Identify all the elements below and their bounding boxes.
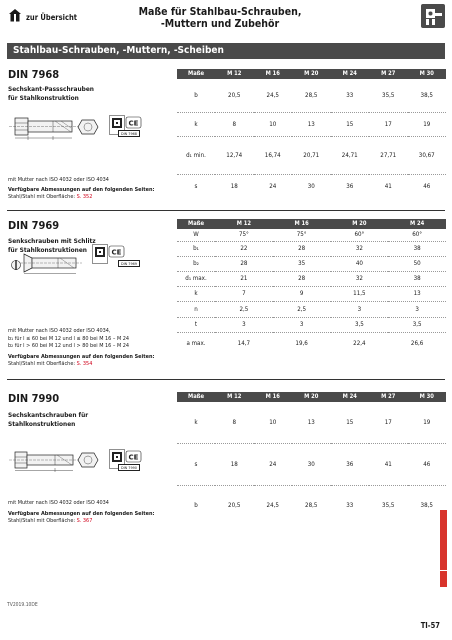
- row-label: d₁ max.: [177, 271, 215, 286]
- chapter-index-tab[interactable]: [440, 571, 447, 587]
- table-row: [177, 271, 446, 286]
- table-cell: 75°: [296, 231, 307, 239]
- table-cell: 14,7: [215, 332, 273, 355]
- din-7968-title: DIN 7968: [8, 68, 60, 81]
- table-cell: 30: [292, 443, 331, 485]
- table-cell: 2,5: [273, 301, 331, 317]
- table-cell: 35,5: [382, 91, 395, 99]
- table-cell: 33: [346, 91, 354, 99]
- table-row: [177, 301, 446, 317]
- table-cell: 30: [292, 174, 331, 198]
- column-header-size: M 30: [408, 69, 447, 79]
- table-cell: 9: [273, 286, 331, 301]
- table-cell: 28: [215, 256, 273, 271]
- table-cell: 35,5: [369, 485, 408, 526]
- column-header-dimension: Maße: [177, 392, 215, 402]
- column-header-size: M 24: [388, 219, 446, 229]
- table-cell: 3: [273, 317, 331, 332]
- ce-mark-icon: CE: [128, 453, 139, 462]
- table-cell: 35: [273, 256, 331, 271]
- table-cell: 19: [423, 418, 431, 426]
- table-cell: 36: [331, 174, 370, 198]
- divider: [7, 210, 445, 211]
- table-cell: 3,5: [388, 317, 446, 332]
- din-7990-note: mit Mutter nach ISO 4032 oder ISO 4034: [8, 500, 109, 506]
- row-label: b₁: [177, 241, 215, 256]
- row-label: k: [194, 418, 198, 426]
- din-7969-availability: Verfügbare Abmessungen auf den folgenden Seiten: Stahl/Stahl mit Oberfläche: S. 354: [8, 354, 155, 367]
- table-cell: 32: [331, 271, 389, 286]
- ce-mark-icon: CE: [128, 119, 139, 128]
- din-7990-page-link[interactable]: S. 367: [76, 518, 93, 524]
- table-cell: 50: [388, 256, 446, 271]
- table-cell: 20,5: [215, 485, 254, 526]
- row-label: k: [177, 112, 215, 136]
- column-header-size: M 16: [254, 69, 293, 79]
- column-header-size: M 12: [215, 219, 273, 229]
- table-row: [177, 317, 446, 332]
- table-cell: 10: [254, 112, 293, 136]
- table-cell: 22,4: [331, 332, 389, 355]
- row-label: t: [177, 317, 215, 332]
- table-cell: 38,5: [408, 485, 447, 526]
- table-cell: 15: [346, 418, 354, 426]
- table-cell: 28: [273, 241, 331, 256]
- table-cell: 24,5: [254, 485, 293, 526]
- din-7969-title: DIN 7969: [8, 219, 60, 232]
- din-7969-table: [177, 219, 446, 355]
- table-cell: 60°: [354, 231, 365, 239]
- table-cell: 38: [388, 271, 446, 286]
- column-header-size: M 24: [331, 392, 370, 402]
- table-cell: 3: [215, 317, 273, 332]
- table-row: [177, 485, 446, 526]
- section-title: Stahlbau-Schrauben, -Muttern, -Scheiben: [7, 43, 445, 59]
- table-cell: 2,5: [215, 301, 273, 317]
- table-cell: 24: [254, 174, 293, 198]
- din-7969-note: mit Mutter nach ISO 4032 oder ISO 4034, b₁ für l ≤ 60 bei M 12 und l ≤ 80 bei M 16 – M 24 b₂ für l > 60 bei M 12 und l > 80 bei M 16 – M 24: [8, 328, 130, 349]
- table-cell: 22: [215, 241, 273, 256]
- table-cell: 28,5: [292, 485, 331, 526]
- ce-mark-icon: CE: [111, 248, 122, 257]
- table-row: [177, 174, 446, 198]
- din-7990-description: Sechskantschrauben für Stahlkonstruktionen: [8, 411, 89, 428]
- din-7968-hex-end-view: [77, 119, 99, 135]
- table-cell: 17: [384, 418, 392, 426]
- row-label: n: [177, 301, 215, 317]
- page-title: Maße für Stahlbau-Schrauben, -Muttern und Zubehör: [138, 6, 302, 30]
- column-header-size: M 24: [331, 69, 370, 79]
- row-label: b: [177, 485, 215, 526]
- table-row: [177, 332, 446, 355]
- table-cell: 15: [331, 112, 370, 136]
- table-row: [177, 256, 446, 271]
- column-header-size: M 27: [369, 69, 408, 79]
- table-cell: 17: [369, 112, 408, 136]
- table-row: [177, 79, 446, 112]
- table-cell: 24,71: [331, 136, 370, 174]
- row-label: s: [177, 174, 215, 198]
- table-cell: 24: [254, 443, 293, 485]
- column-header-size: M 20: [331, 219, 389, 229]
- table-cell: 12,74: [215, 136, 254, 174]
- table-cell: 27,71: [369, 136, 408, 174]
- table-row: [177, 443, 446, 485]
- din-7968-table: [177, 69, 446, 198]
- row-label: b₂: [177, 256, 215, 271]
- table-row: [177, 112, 446, 136]
- table-cell: 36: [331, 443, 370, 485]
- table-cell: 46: [408, 174, 447, 198]
- table-cell: 16,74: [254, 136, 293, 174]
- din-7990-table: [177, 392, 446, 526]
- table-cell: 40: [331, 256, 389, 271]
- column-header-size: M 27: [369, 392, 408, 402]
- table-cell: 13: [307, 418, 315, 426]
- column-header-dimension: Maße: [177, 219, 215, 229]
- table-cell: 60°: [412, 231, 423, 239]
- table-cell: 33: [331, 485, 370, 526]
- row-label: W: [193, 231, 199, 239]
- din-7968-description: Sechskant-Passschrauben für Stahlkonstruktion: [8, 85, 94, 102]
- brand-logo-icon: [421, 4, 445, 28]
- din-7969-countersunk-bolt-diagram: [20, 253, 86, 275]
- din-7968-page-link[interactable]: S. 352: [76, 194, 93, 200]
- column-header-size: M 16: [254, 392, 293, 402]
- table-row: [177, 136, 446, 174]
- table-cell: 32: [331, 241, 389, 256]
- din-7968-stamp: DIN 7968: [118, 130, 140, 137]
- table-cell: 19,6: [273, 332, 331, 355]
- divider: [7, 379, 445, 380]
- back-label: zur Übersicht: [26, 13, 77, 22]
- table-cell: 75°: [238, 231, 249, 239]
- table-cell: 20,71: [292, 136, 331, 174]
- row-label: b: [194, 91, 198, 99]
- table-cell: 13: [388, 286, 446, 301]
- din-7990-title: DIN 7990: [8, 392, 60, 405]
- table-cell: 8: [215, 112, 254, 136]
- table-cell: 7: [215, 286, 273, 301]
- table-cell: 41: [369, 174, 408, 198]
- table-cell: 8: [232, 418, 237, 426]
- column-header-size: M 12: [215, 392, 254, 402]
- table-cell: 3: [331, 301, 389, 317]
- table-cell: 19: [408, 112, 447, 136]
- chapter-index-tab[interactable]: [440, 510, 447, 570]
- column-header-size: M 30: [408, 392, 447, 402]
- table-cell: 21: [215, 271, 273, 286]
- column-header-size: M 12: [215, 69, 254, 79]
- table-row: [177, 241, 446, 256]
- din-7968-availability: Verfügbare Abmessungen auf den folgenden Seiten: Stahl/Stahl mit Oberfläche: S. 352: [8, 187, 155, 200]
- column-header-dimension: Maße: [177, 69, 215, 79]
- back-to-overview-link[interactable]: [7, 8, 77, 22]
- table-cell: 18: [215, 443, 254, 485]
- table-cell: 24,5: [266, 91, 279, 99]
- table-cell: 11,5: [331, 286, 389, 301]
- table-cell: 28: [273, 271, 331, 286]
- table-row: [177, 402, 446, 443]
- column-header-size: M 20: [292, 69, 331, 79]
- din-7990-stamp: DIN 7990: [118, 464, 140, 471]
- table-cell: 13: [292, 112, 331, 136]
- column-header-size: M 16: [273, 219, 331, 229]
- table-cell: 3: [388, 301, 446, 317]
- table-cell: 20,5: [228, 91, 241, 99]
- table-cell: 41: [369, 443, 408, 485]
- table-cell: 10: [269, 418, 277, 426]
- table-cell: 3,5: [331, 317, 389, 332]
- home-icon: [7, 8, 23, 22]
- table-cell: 46: [408, 443, 447, 485]
- page-number: TI-57: [420, 621, 440, 630]
- table-cell: 28,5: [305, 91, 318, 99]
- table-row: [177, 229, 446, 241]
- row-label: a max.: [177, 332, 215, 355]
- table-cell: 30,67: [408, 136, 447, 174]
- table-cell: 18: [215, 174, 254, 198]
- row-label: k: [177, 286, 215, 301]
- din-7969-description: Senkschrauben mit Schlitz für Stahlkonstruktionen: [8, 237, 96, 254]
- din-7990-hex-end-view: [77, 452, 99, 468]
- din-7990-availability: Verfügbare Abmessungen auf den folgenden Seiten: Stahl/Stahl mit Oberfläche: S. 367: [8, 511, 155, 524]
- din-7969-page-link[interactable]: S. 354: [76, 361, 93, 367]
- row-label: s: [177, 443, 215, 485]
- column-header-size: M 20: [292, 392, 331, 402]
- table-cell: 38,5: [420, 91, 433, 99]
- table-row: [177, 286, 446, 301]
- table-cell: 38: [388, 241, 446, 256]
- table-cell: 26,6: [388, 332, 446, 355]
- din-7969-stamp: DIN 7969: [118, 260, 140, 267]
- document-code: TV2019.10DE: [7, 602, 38, 608]
- din-7968-note: mit Mutter nach ISO 4032 oder ISO 4034: [8, 177, 109, 183]
- row-label: d₁ min.: [177, 136, 215, 174]
- din-7969-slot-end-view: [11, 257, 21, 273]
